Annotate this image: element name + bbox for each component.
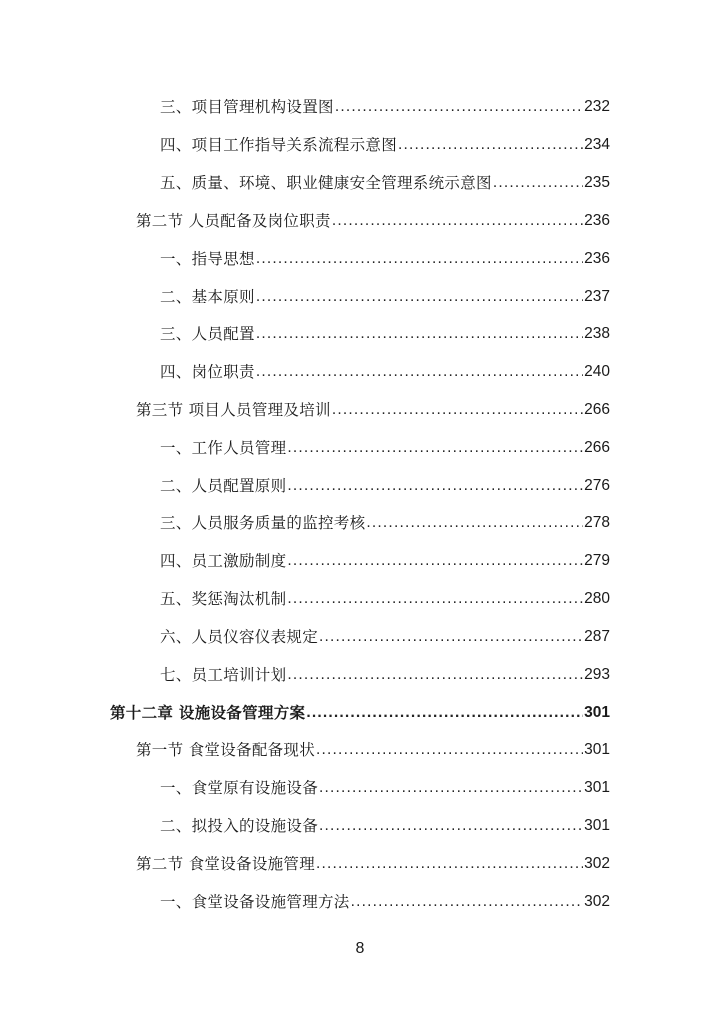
- toc-entry[interactable]: [160, 131, 610, 155]
- toc-entry[interactable]: [160, 472, 610, 496]
- toc-entry[interactable]: [160, 774, 610, 798]
- toc-entry-page: 235: [584, 174, 610, 191]
- toc-entry-page: 301: [584, 741, 610, 758]
- toc-entry[interactable]: [160, 245, 610, 269]
- toc-entry-title: 四、员工激励制度: [160, 552, 287, 570]
- dot-leader: [332, 400, 583, 420]
- toc-entry-page: 232: [584, 98, 610, 115]
- dot-leader: [316, 854, 583, 874]
- page-number: 8: [355, 940, 365, 957]
- toc-entry-title: 七、员工培训计划: [160, 666, 287, 684]
- toc-entry-title: 一、工作人员管理: [160, 439, 287, 457]
- toc-entry[interactable]: [160, 434, 610, 458]
- dot-leader: [398, 135, 583, 155]
- toc-entry-title: 二、人员配置原则: [160, 477, 287, 495]
- dot-leader: [256, 324, 583, 344]
- toc-entry-title: 五、质量、环境、职业健康安全管理系统示意图: [160, 174, 492, 192]
- toc-entry[interactable]: [160, 585, 610, 609]
- toc-entry[interactable]: [160, 283, 610, 307]
- toc-entry-title: 三、人员配置: [160, 325, 255, 343]
- dot-leader: [319, 778, 583, 798]
- toc-entry-page: 234: [584, 136, 610, 153]
- toc-entry-title: 二、拟投入的设施设备: [160, 817, 319, 835]
- toc-entry[interactable]: [160, 93, 610, 117]
- toc-entry[interactable]: [160, 358, 610, 382]
- toc-entry-page: 301: [584, 704, 610, 721]
- toc-entry-page: 240: [584, 363, 610, 380]
- toc-entry-page: 301: [584, 779, 610, 796]
- toc-entry-title: 第三节 项目人员管理及培训: [136, 401, 331, 419]
- toc-entry-title: 第二节 食堂设备设施管理: [136, 855, 316, 873]
- toc-entry-page: 293: [584, 666, 610, 683]
- toc-entry-page: 238: [584, 325, 610, 342]
- dot-leader: [256, 249, 583, 269]
- dot-leader: [287, 476, 583, 496]
- toc-entry[interactable]: [160, 320, 610, 344]
- dot-leader: [316, 740, 583, 760]
- toc-entry-page: 266: [584, 401, 610, 418]
- toc-entry-page: 301: [584, 817, 610, 834]
- toc-entry-page: 302: [584, 855, 610, 872]
- toc-entry-title: 五、奖惩淘汰机制: [160, 590, 287, 608]
- toc-entry-page: 236: [584, 250, 610, 267]
- toc-entry-page: 236: [584, 212, 610, 229]
- dot-leader: [287, 551, 583, 571]
- toc-entry[interactable]: [160, 623, 610, 647]
- toc-entry-page: 278: [584, 514, 610, 531]
- toc-entry-page: 280: [584, 590, 610, 607]
- toc-entry-title: 第一节 食堂设备配备现状: [136, 741, 316, 759]
- toc-entry-title: 一、食堂原有设施设备: [160, 779, 319, 797]
- toc-entry-title: 六、人员仪容仪表规定: [160, 628, 319, 646]
- dot-leader: [306, 703, 583, 723]
- toc-entry-page: 266: [584, 439, 610, 456]
- dot-leader: [256, 287, 583, 307]
- toc-chapter-entry[interactable]: [110, 699, 610, 723]
- toc-entry-title: 四、岗位职责: [160, 363, 255, 381]
- dot-leader: [335, 97, 583, 117]
- toc-entry-page: 302: [584, 893, 610, 910]
- toc-entry-title: 三、项目管理机构设置图: [160, 98, 334, 116]
- toc-entry[interactable]: [160, 547, 610, 571]
- toc-entry-page: 276: [584, 477, 610, 494]
- dot-leader: [366, 513, 583, 533]
- toc-entry-title: 一、食堂设备设施管理方法: [160, 893, 350, 911]
- toc-entry-title: 二、基本原则: [160, 288, 255, 306]
- toc-entry[interactable]: [160, 812, 610, 836]
- toc-entry-page: 237: [584, 288, 610, 305]
- toc-entry[interactable]: [160, 509, 610, 533]
- dot-leader: [287, 665, 583, 685]
- toc-entry-title: 三、人员服务质量的监控考核: [160, 514, 366, 532]
- toc-entry[interactable]: [136, 736, 610, 760]
- toc-entry-title: 第二节 人员配备及岗位职责: [136, 212, 331, 230]
- toc-entry[interactable]: [160, 661, 610, 685]
- toc-entry[interactable]: [136, 850, 610, 874]
- toc-entry-title: 一、指导思想: [160, 250, 255, 268]
- dot-leader: [256, 362, 583, 382]
- dot-leader: [319, 816, 583, 836]
- toc-entry[interactable]: [136, 396, 610, 420]
- toc-entry[interactable]: [136, 207, 610, 231]
- toc-entry[interactable]: [160, 169, 610, 193]
- toc-entry-title: 第十二章 设施设备管理方案: [110, 704, 306, 722]
- toc-entry-title: 四、项目工作指导关系流程示意图: [160, 136, 398, 154]
- dot-leader: [319, 627, 583, 647]
- dot-leader: [493, 173, 583, 193]
- toc-entry-page: 287: [584, 628, 610, 645]
- dot-leader: [332, 211, 583, 231]
- toc-entry[interactable]: [160, 888, 610, 912]
- dot-leader: [287, 589, 583, 609]
- dot-leader: [351, 892, 584, 912]
- toc-entry-page: 279: [584, 552, 610, 569]
- dot-leader: [287, 438, 583, 458]
